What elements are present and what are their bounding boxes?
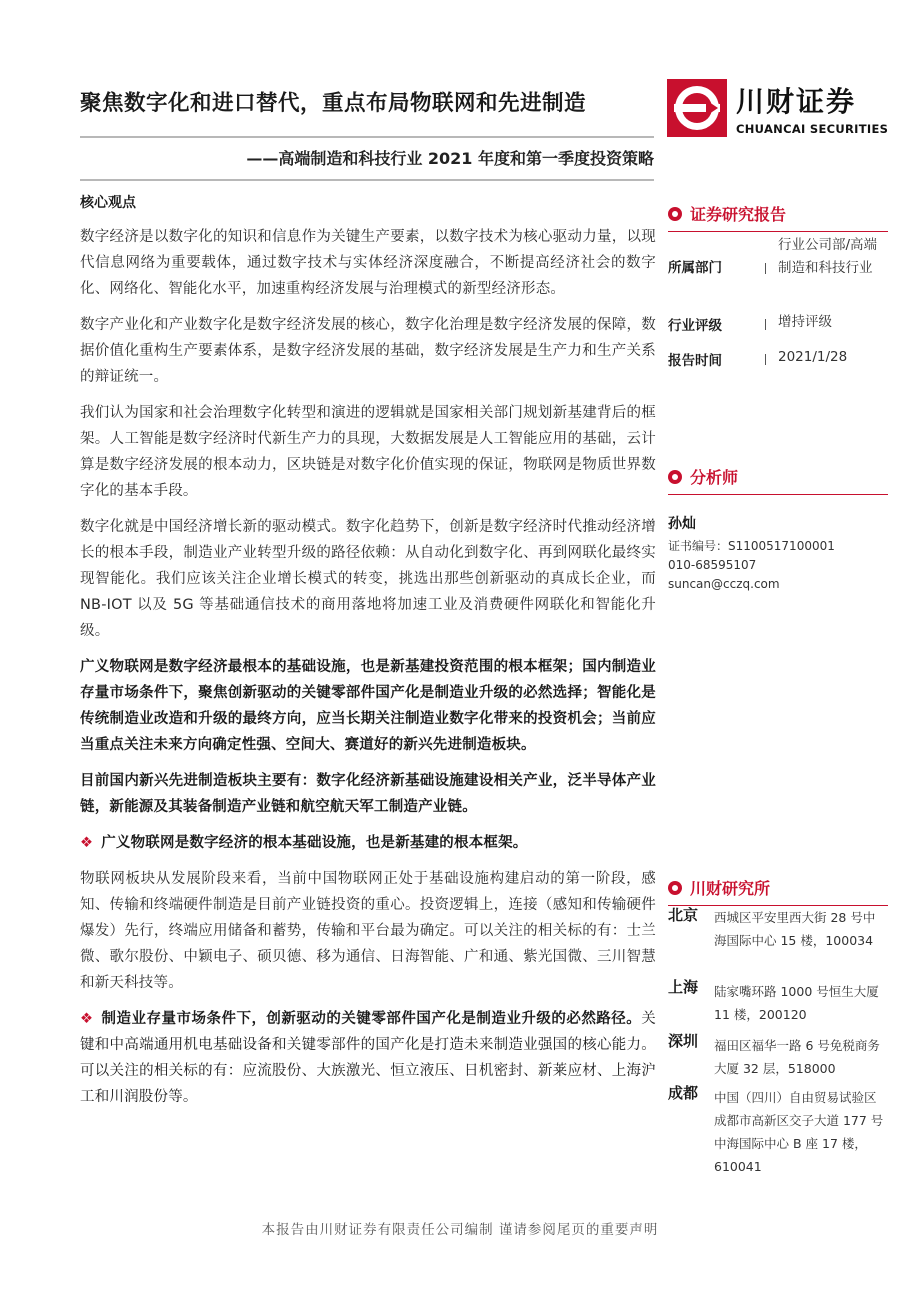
analyst-title: 分析师 [690, 468, 739, 487]
rating-value: 增持评级 [778, 314, 832, 330]
subtitle-divider [80, 179, 654, 181]
key-paragraph: 目前国内新兴先进制造板块主要有：数字化经济新基础设施建设相关产业，泛半导体产业链，新能源及其装备制造产业链和航空航天军工制造产业链。 [80, 773, 656, 815]
institute-icon [668, 881, 682, 895]
dept-value: 行业公司部/高端制造和科技行业 [778, 237, 878, 276]
main-content [80, 190, 656, 1120]
office-address: 中国（四川）自由贸易试验区成都市高新区交子大道 177 号中海国际中心 B 座 17 楼，610041 [714, 1090, 884, 1174]
date-separator [765, 354, 766, 365]
key-paragraph: 广义物联网是数字经济最根本的基础设施，也是新基建投资范围的根本框架；国内制造业存量市场条件下，聚焦创新驱动的关键零部件国产化是制造业升级的必然选择；智能化是传统制造业改造和升级的最终方向，应当长期关注制造业数字化带来的投资机会；当前应当重点关注未来方向确定性强、空间大、赛道好的新兴先进制造板块。 [80, 659, 656, 753]
bullet-title: 广义物联网是数字经济的根本基础设施，也是新基建的根本框架。 [101, 835, 528, 851]
dept-label: 所属部门 [668, 260, 722, 276]
bullet-text: 关键和中高端通用机电基础设备和关键零部件的国产化是打造未来制造业强国的核心能力。可以关注的相关标的有：应流股份、大族激光、恒立液压、日机密封、新莱应材、上海沪工和川润股份等。 [80, 1011, 656, 1105]
analyst-name: 孙灿 [668, 516, 696, 532]
analyst-icon [668, 470, 682, 484]
analyst-divider [668, 494, 888, 495]
analyst-email[interactable]: suncan@cczq.com [668, 577, 780, 591]
date-label: 报告时间 [668, 353, 722, 369]
office-address: 西城区平安里西大街 28 号中海国际中心 15 楼，100034 [714, 910, 876, 948]
report-info-section [668, 202, 888, 369]
report-info-title: 证券研究报告 [690, 205, 787, 224]
bullet-heading [80, 830, 656, 856]
rating-label: 行业评级 [668, 318, 722, 334]
paragraph: 数字经济是以数字化的知识和信息作为关键生产要素，以数字技术为核心驱动力量，以现代信息网络为重要载体，通过数字技术与实体经济深度融合，不断提高经济社会的数字化、网络化、智能化水平，加速重构经济发展与治理模式的新型经济形态。 [80, 229, 656, 297]
office-address: 陆家嘴环路 1000 号恒生大厦 11 楼，200120 [714, 984, 879, 1022]
diamond-bullet-icon: ❖ [80, 1011, 94, 1027]
logo-name-en: CHUANCAI SECURITIES [736, 122, 889, 136]
office-city: 北京 [668, 906, 699, 924]
paragraph: 数字产业化和产业数字化是数字经济发展的核心，数字化治理是数字经济发展的保障，数据价值化重构生产要素体系，是数字经济发展的基础，数字经济发展是生产力和生产关系的辩证统一。 [80, 317, 656, 385]
analyst-cert: 证书编号：S1100517100001 [668, 539, 835, 553]
analyst-header [668, 465, 888, 488]
bullet-paragraph [80, 1006, 656, 1110]
paragraph: 我们认为国家和社会治理数字化转型和演进的逻辑就是国家相关部门规划新基建背后的框架。人工智能是数字经济时代新生产力的具现，大数据发展是人工智能应用的基础，云计算是数字经济发展的根本动力，区块链是对数字化价值实现的保证，物联网是物质世界数字化的基本手段。 [80, 405, 656, 499]
report-title: 聚焦数字化和进口替代，重点布局物联网和先进制造 [80, 91, 587, 116]
institute-section [668, 876, 888, 1174]
chuancai-logo [666, 78, 889, 142]
office-city: 上海 [668, 978, 699, 996]
paragraph: 物联网板块从发展阶段来看，当前中国物联网正处于基础设施构建启动的第一阶段，感知、传输和终端硬件制造是目前产业链投资的重心。投资逻辑上，连接（感知和传输硬件爆发）先行，终端应用储备和蓄势，传输和平台最为确定。可以关注的相关标的有：士兰微、歌尔股份、中颖电子、硕贝德、移为通信、日海智能、广和通、紫光国微、三川智慧和新天科技等。 [80, 871, 656, 991]
report-icon [668, 207, 682, 221]
rating-separator [765, 319, 766, 330]
dept-separator [765, 263, 766, 274]
analyst-phone: 010-68595107 [668, 558, 757, 572]
diamond-bullet-icon: ❖ [80, 835, 94, 851]
institute-header [668, 876, 888, 899]
office-address: 福田区福华一路 6 号免税商务大厦 32 层，518000 [714, 1038, 880, 1076]
bullet-title: 制造业存量市场条件下，创新驱动的关键零部件国产化是制造业升级的必然路径。 [101, 1011, 642, 1027]
office-city: 深圳 [668, 1032, 699, 1050]
report-subtitle: ——高端制造和科技行业 2021 年度和第一季度投资策略 [246, 149, 654, 168]
footer-disclaimer: 本报告由川财证券有限责任公司编制 谨请参阅尾页的重要声明 [261, 1222, 659, 1238]
title-divider [80, 136, 654, 138]
institute-title: 川财研究所 [690, 879, 771, 898]
date-value: 2021/1/28 [778, 349, 848, 365]
chuancai-logo-icon [666, 78, 728, 138]
core-viewpoint-heading: 核心观点 [80, 195, 136, 211]
report-info-divider [668, 231, 888, 232]
logo-name-cn: 川财证券 [736, 85, 857, 118]
analyst-section [668, 465, 888, 594]
report-info-header [668, 202, 888, 225]
office-city: 成都 [668, 1084, 699, 1102]
paragraph: 数字化就是中国经济增长新的驱动模式。数字化趋势下，创新是数字经济时代推动经济增长的根本手段，制造业产业转型升级的路径依赖：从自动化到数字化、再到网联化最终实现智能化。我们应该关注企业增长模式的转变，挑选出那些创新驱动的真成长企业，而 NB-IOT 以及 5G 等基础通信技术的商用落地将加速工业及消费硬件网联化和智能化升级。 [80, 519, 656, 639]
